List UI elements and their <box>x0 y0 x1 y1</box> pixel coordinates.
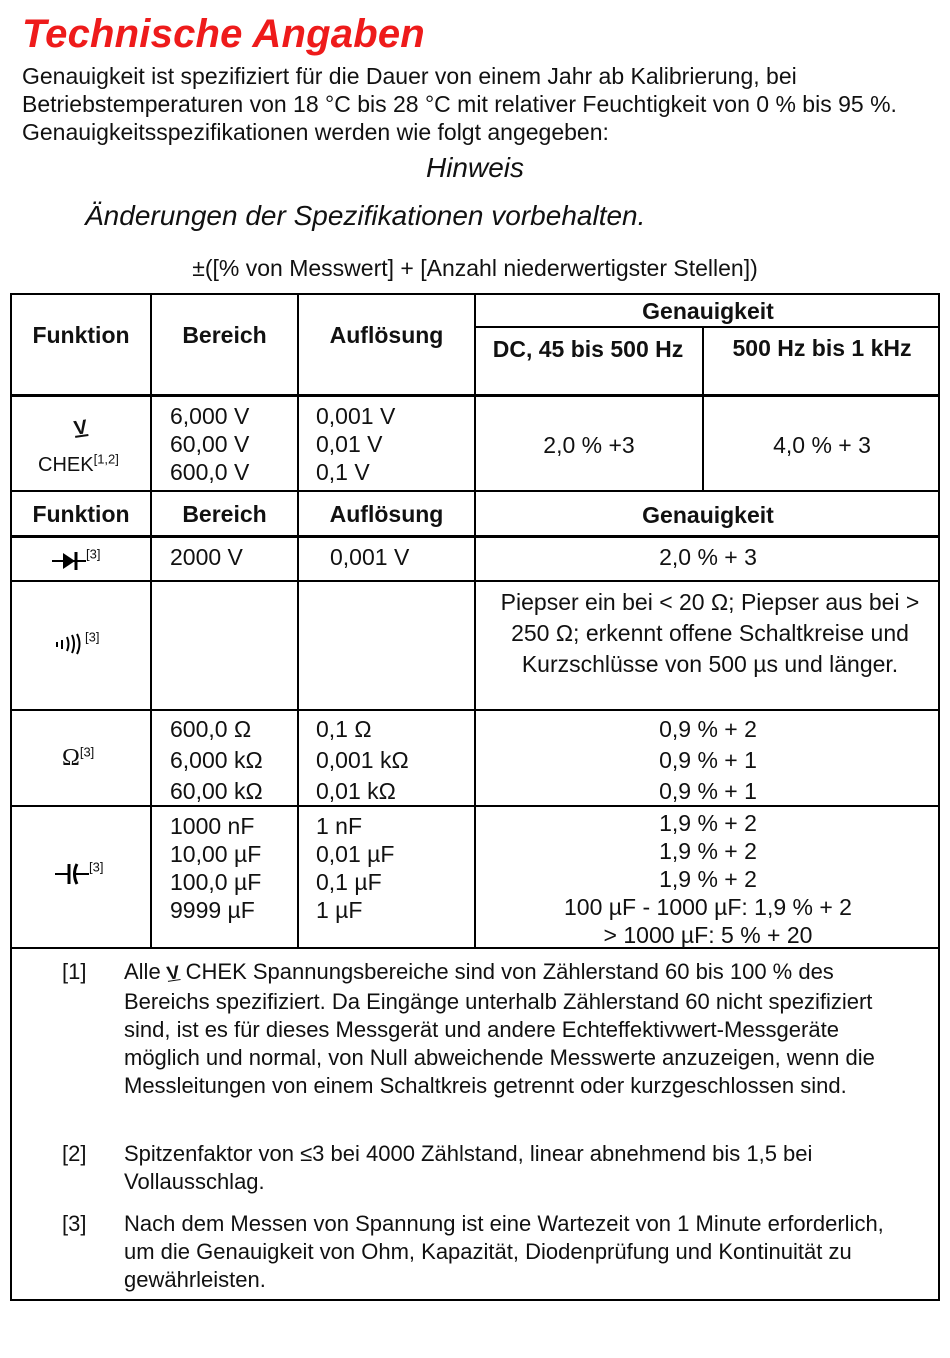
footnote-number: [2] <box>62 1141 87 1166</box>
range-value: 600,0 V <box>170 459 250 485</box>
capacitance-ranges <box>170 812 261 924</box>
footnote-body: CHEK Spannungsbereiche sind von Zählerstand 60 bis 100 % des Bereichs spezifiziert. Da Eingänge unterhalb Zählerstand 60 nicht spezifiziert sind, ist es für dieses Messgerät und andere Echteffektivwert-Messgeräte möglich und normal, von Null abweichende Messwerte anzuzeigen, wenn die Messleitungen von einem Schaltkreis getrennt oder kurzgeschlossen sind. <box>124 959 875 1098</box>
header-dc: DC, 45 bis 500 Hz <box>492 336 684 362</box>
header-aufloesung-2: Auflösung <box>329 501 444 527</box>
header-genauigkeit-2: Genauigkeit <box>642 502 774 528</box>
resolution-value: 0,001 kΩ <box>316 747 409 773</box>
vchek-acc-500: 4,0 % + 3 <box>773 432 871 458</box>
table-line <box>474 326 940 328</box>
range-value: 100,0 µF <box>170 869 262 895</box>
vchek-ranges <box>170 402 249 486</box>
diode-ref: [3] <box>86 546 101 562</box>
resolution-value: 0,01 V <box>316 431 383 457</box>
header-funktion: Funktion <box>32 322 130 348</box>
header-bereich: Bereich <box>182 322 267 348</box>
capacitance-function <box>55 858 103 886</box>
ohm-ranges <box>170 714 263 807</box>
accuracy-value: 1,9 % + 2 <box>659 866 757 892</box>
header-bereich-2: Bereich <box>182 501 267 527</box>
capacitance-resolutions <box>316 812 394 924</box>
ohm-resolutions <box>316 714 409 807</box>
capacitance-ref: [3] <box>89 859 104 875</box>
range-value: 60,00 V <box>170 431 250 457</box>
resolution-value: 0,01 kΩ <box>316 778 396 804</box>
range-value: 600,0 Ω <box>170 716 252 742</box>
ohm-function <box>62 743 94 772</box>
v-check-icon: V <box>72 416 90 440</box>
vchek-text: CHEK <box>38 454 94 476</box>
table-line <box>150 293 152 948</box>
range-value: 9999 µF <box>170 897 255 923</box>
accuracy-formula: ±([% von Messwert] + [Anzahl niederwertigster Stellen]) <box>192 255 758 281</box>
vchek-acc-dc: 2,0 % +3 <box>543 432 635 458</box>
resolution-value: 1 µF <box>316 897 363 923</box>
diode-icon <box>52 550 86 572</box>
diode-resolution: 0,001 V <box>330 544 410 570</box>
note-heading: Hinweis <box>425 152 525 183</box>
header-genauigkeit: Genauigkeit <box>642 298 774 324</box>
footnote-number: [3] <box>62 1211 87 1236</box>
page-title: Technische Angaben <box>22 12 425 56</box>
diode-function <box>52 545 100 573</box>
ohm-accuracies <box>476 714 940 807</box>
continuity-text: Piepser ein bei < 20 Ω; Piepser aus bei > 250 Ω; erkennt offene Schaltkreise und Kurzschlüsse von 500 µs und länger. <box>500 589 920 677</box>
note-text: Änderungen der Spezifikationen vorbehalten. <box>85 200 646 231</box>
accuracy-value: 0,9 % + 1 <box>659 778 757 804</box>
intro-paragraph: Genauigkeit ist spezifiziert für die Dauer von einem Jahr ab Kalibrierung, bei Betriebstemperaturen von 18 °C bis 28 °C mit relativer Feuchtigkeit von 0 % bis 95 %. Genauigkeitsspezifikationen werden wie folgt angegeben: <box>22 63 897 145</box>
resolution-value: 0,1 µF <box>316 869 382 895</box>
range-value: 6,000 V <box>170 403 250 429</box>
accuracy-value: 100 µF - 1000 µF: 1,9 % + 2 <box>564 894 852 920</box>
continuity-function <box>55 628 99 656</box>
accuracy-value: 1,9 % + 2 <box>659 810 757 836</box>
vchek-ref: [1,2] <box>93 451 119 467</box>
v-check-icon: V <box>165 962 181 985</box>
resolution-value: 0,01 µF <box>316 841 395 867</box>
header-funktion-2: Funktion <box>32 501 130 527</box>
resolution-value: 0,1 V <box>316 459 370 485</box>
resolution-value: 0,001 V <box>316 403 396 429</box>
header-aufloesung: Auflösung <box>329 322 444 348</box>
footnote-body: Spitzenfaktor von ≤3 bei 4000 Zählstand, linear abnehmend bis 1,5 bei Vollausschlag. <box>124 1141 813 1194</box>
capacitor-icon <box>55 862 89 886</box>
footnote-body: Nach dem Messen von Spannung ist eine Wartezeit von 1 Minute erforderlich, um die Genauigkeit von Ohm, Kapazität, Diodenprüfung und Kontinuität zu gewährleisten. <box>124 1211 884 1292</box>
accuracy-value: > 1000 µF: 5 % + 20 <box>603 922 813 948</box>
ohm-ref: [3] <box>79 744 95 760</box>
vchek-label <box>38 451 119 479</box>
resolution-value: 0,1 Ω <box>316 716 372 742</box>
diode-range: 2000 V <box>170 544 243 570</box>
accuracy-value: 0,9 % + 2 <box>659 716 757 742</box>
range-value: 60,00 kΩ <box>170 778 263 804</box>
footnote-pre: Alle <box>124 959 161 984</box>
capacitance-accuracies <box>476 809 940 949</box>
table-line <box>297 293 299 948</box>
footnote-text <box>124 958 919 1100</box>
ohm-icon: Ω <box>62 745 80 771</box>
range-value: 10,00 µF <box>170 841 262 867</box>
accuracy-value: 0,9 % + 1 <box>659 747 757 773</box>
beeper-icon <box>55 633 85 655</box>
diode-accuracy: 2,0 % + 3 <box>659 544 757 570</box>
footnote-number: [1] <box>62 959 87 984</box>
vchek-function <box>12 412 150 442</box>
header-500hz: 500 Hz bis 1 kHz <box>732 335 912 361</box>
accuracy-value: 1,9 % + 2 <box>659 838 757 864</box>
continuity-ref: [3] <box>85 629 100 645</box>
range-value: 6,000 kΩ <box>170 747 263 773</box>
range-value: 1000 nF <box>170 813 255 839</box>
vchek-resolutions <box>316 402 395 486</box>
resolution-value: 1 nF <box>316 813 363 839</box>
